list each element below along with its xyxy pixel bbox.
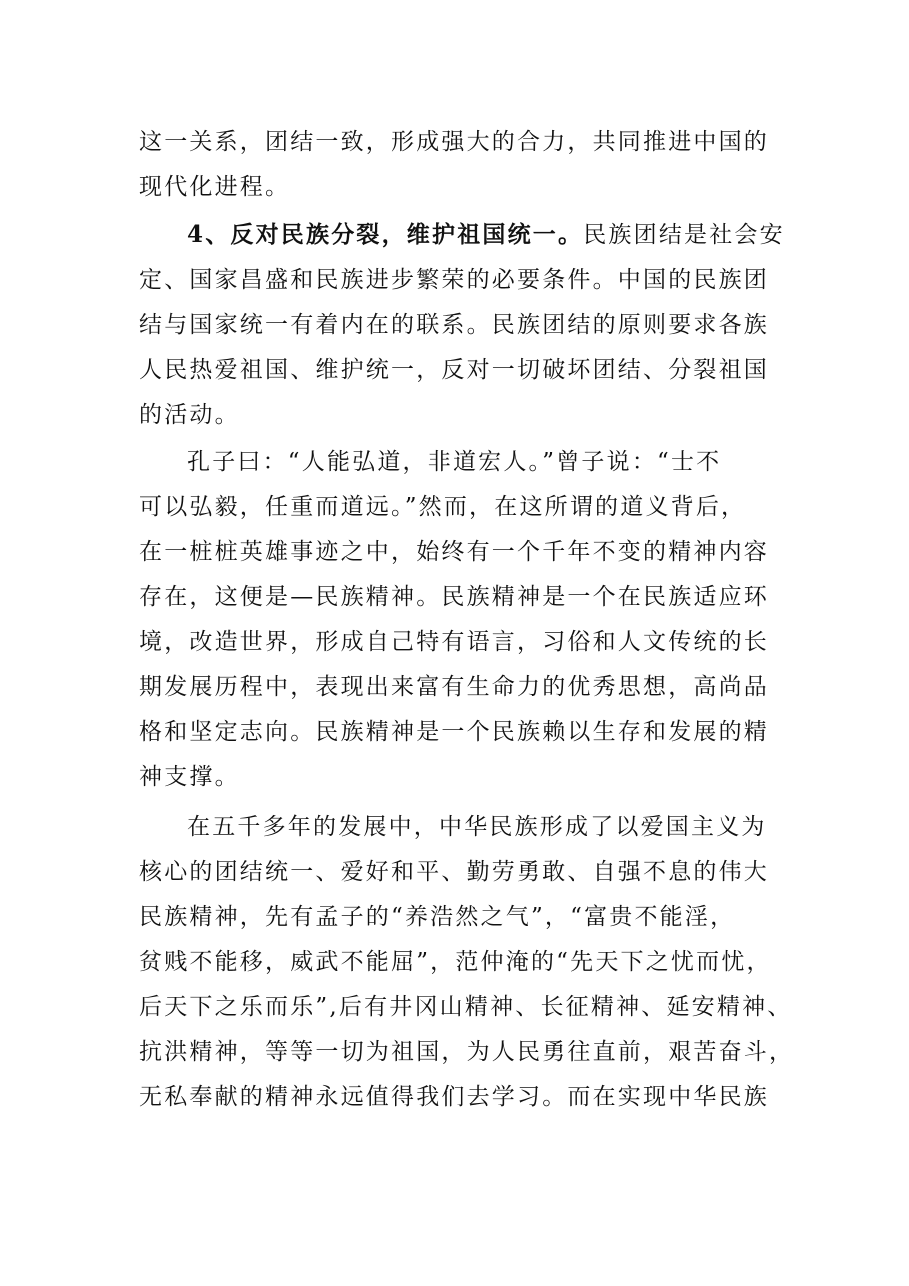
section-heading: 4、反对民族分裂，维护祖国统一。	[187, 221, 584, 248]
paragraph-line: 格和坚定志向。民族精神是一个民族赖以生存和发展的精	[139, 719, 769, 745]
paragraph-line: 贫贱不能移，威武不能屈”，范仲淹的“先天下之忧而忧，	[139, 949, 772, 975]
paragraph-line: 孔子曰：“人能弘道，非道宏人。”曾子说：“士不	[187, 449, 722, 475]
paragraph-line: 可以弘毅，任重而道远。”然而，在这所谓的道义背后，	[139, 494, 747, 520]
paragraph-line: 核心的团结统一、爱好和平、勤劳勇敢、自强不息的伟大	[139, 859, 769, 885]
paragraph-line: 无私奉献的精神永远值得我们去学习。而在实现中华民族	[139, 1084, 769, 1110]
paragraph-line: 人民热爱祖国、维护统一，反对一切破坏团结、分裂祖国	[139, 357, 769, 383]
paragraph-line: 的活动。	[139, 402, 240, 428]
paragraph-line: 现代化进程。	[139, 174, 291, 200]
paragraph-line: 这一关系，团结一致，形成强大的合力，共同推进中国的	[139, 129, 769, 155]
paragraph-line: 民族精神，先有孟子的“养浩然之气”，“富贵不能淫，	[139, 904, 736, 930]
paragraph-text: 民族团结是社会安	[583, 222, 785, 248]
paragraph-line: 结与国家统一有着内在的联系。民族团结的原则要求各族	[139, 312, 769, 338]
paragraph-line: 在一桩桩英雄事迹之中，始终有一个千年不变的精神内容	[139, 539, 769, 565]
paragraph-line: 后天下之乐而乐”,后有井冈山精神、长征精神、延安精神、	[139, 994, 793, 1020]
paragraph-line: 境，改造世界，形成自己特有语言，习俗和人文传统的长	[139, 629, 769, 655]
section-heading-line	[187, 220, 785, 250]
paragraph-line: 定、国家昌盛和民族进步繁荣的必要条件。中国的民族团	[139, 267, 769, 293]
paragraph-line: 期发展历程中，表现出来富有生命力的优秀思想，高尚品	[139, 674, 769, 700]
paragraph-line: 神支撑。	[139, 764, 240, 790]
paragraph-line: 存在，这便是—民族精神。民族精神是一个在民族适应环	[139, 584, 769, 610]
paragraph-line: 在五千多年的发展中，中华民族形成了以爱国主义为	[187, 814, 767, 840]
paragraph-line: 抗洪精神，等等一切为祖国，为人民勇往直前，艰苦奋斗，	[139, 1039, 795, 1065]
